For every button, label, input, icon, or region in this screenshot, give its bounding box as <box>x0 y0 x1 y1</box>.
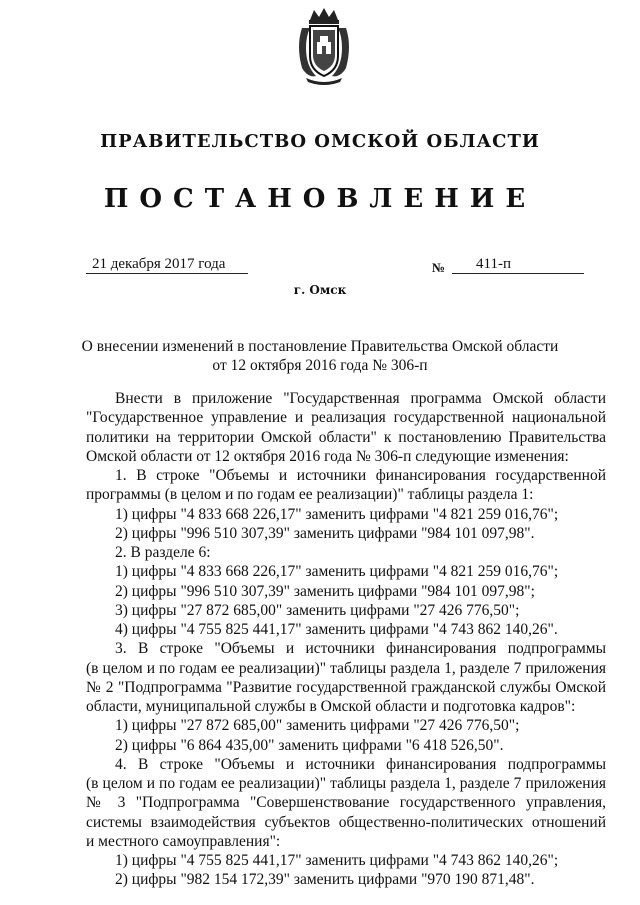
body-line: 4. В строке "Объемы и источники финансирования подпрограммы <box>115 755 606 773</box>
body-line: (в целом и по годам ее реализации)" таблицы раздела 1, разделе 7 приложения <box>86 659 606 677</box>
body-line: 3. В строке "Объемы и источники финансирования подпрограммы <box>115 640 606 658</box>
document-body <box>86 389 606 890</box>
subject-line: от 12 октября 2016 года № 306-п <box>212 357 428 374</box>
body-line: "Государственное управление и реализация государственной национальной <box>86 409 606 427</box>
list-item: 2) цифры "6 864 435,00" заменить цифрами "6 418 526,50". <box>115 736 504 754</box>
body-line: и местного самоуправления": <box>86 832 281 850</box>
body-line: Омской области от 12 октября 2016 года № 306-п следующие изменения: <box>86 447 569 465</box>
body-line: 2. В разделе 6: <box>115 544 211 561</box>
body-line: системы взаимодействия субъектов общественно-политических отношений <box>86 813 606 831</box>
body-line: № 3 "Подпрограмма "Совершенствование государственного управления, <box>86 794 606 812</box>
body-line: № 2 "Подпрограмма "Развитие государственной гражданской службы Омской <box>86 678 606 696</box>
list-item: 1) цифры "4 833 668 226,17" заменить цифрами "4 821 259 016,76"; <box>115 563 559 581</box>
subject-line: О внесении изменений в постановление Правительства Омской области <box>81 338 559 355</box>
list-item: 4) цифры "4 755 825 441,17" заменить цифрами "4 743 862 140,26". <box>115 621 558 638</box>
body-line: (в целом и по годам ее реализации)" таблицы раздела 1, разделе 7 приложения <box>86 775 606 792</box>
list-item: 2) цифры "996 510 307,39" заменить цифрами "984 101 097,98". <box>115 524 535 542</box>
list-item: 1) цифры "4 755 825 441,17" заменить цифрами "4 743 862 140,26"; <box>115 852 559 869</box>
body-line: политики на территории Омской области" к постановлению Правительства <box>86 428 606 446</box>
list-item: 1) цифры "27 872 685,00" заменить цифрами "27 426 776,50"; <box>115 717 520 735</box>
organization-title: ПРАВИТЕЛЬСТВО ОМСКОЙ ОБЛАСТИ <box>100 131 540 152</box>
list-item: 1) цифры "4 833 668 226,17" заменить цифрами "4 821 259 016,76"; <box>115 505 559 523</box>
list-item: 3) цифры "27 872 685,00" заменить цифрами "27 426 776,50"; <box>115 601 520 619</box>
document-city: г. Омск <box>293 283 347 297</box>
body-line: 1. В строке "Объемы и источники финансирования государственной <box>115 467 606 484</box>
document-date: 21 декабря 2017 года <box>86 256 248 274</box>
document-type-title: ПОСТАНОВЛЕНИЕ <box>103 184 537 214</box>
list-item: 2) цифры "996 510 307,39" заменить цифрами "984 101 097,98"; <box>115 582 535 600</box>
omsk-coat-of-arms-emblem <box>294 6 354 86</box>
document-subject <box>0 337 640 375</box>
document-number-label: № <box>432 260 446 275</box>
body-line: программы (в целом и по годам ее реализации)" таблицы раздела 1: <box>86 486 534 504</box>
document-number: 411-п <box>452 256 584 274</box>
body-line: области, муниципальной службы в Омской области и подготовка кадров": <box>86 698 576 715</box>
list-item: 2) цифры "982 154 172,39" заменить цифрами "970 190 871,48". <box>115 871 535 889</box>
body-line: Внести в приложение "Государственная программа Омской области <box>115 390 606 407</box>
